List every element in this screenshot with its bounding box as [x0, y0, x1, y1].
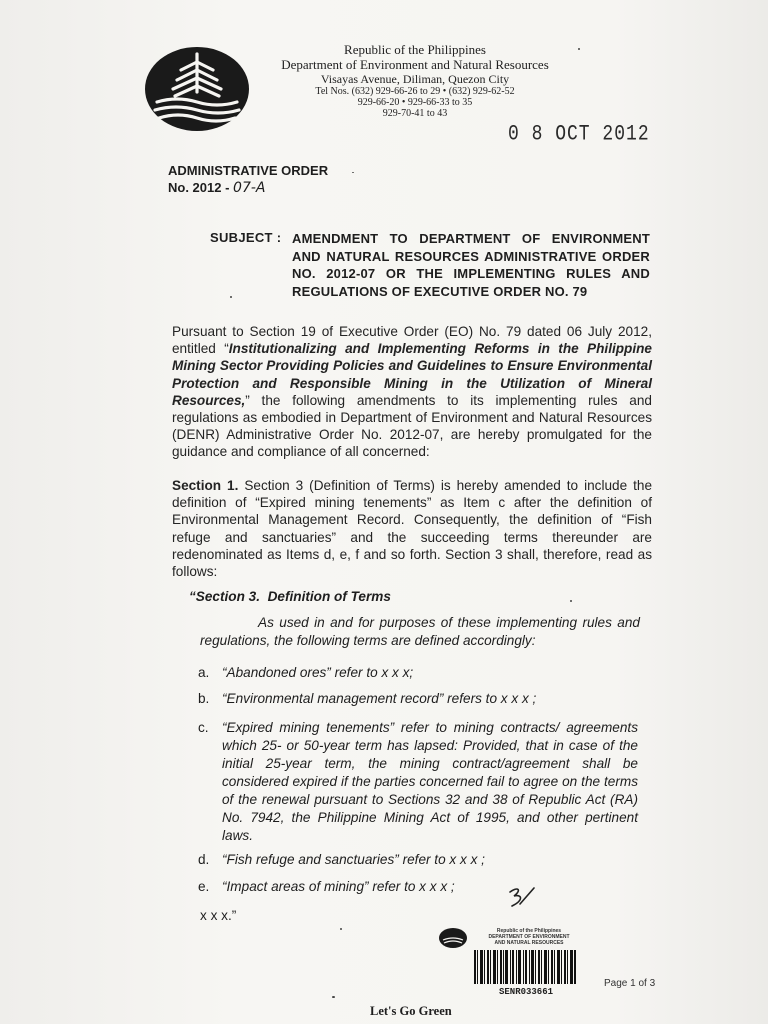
list-item-text: “Impact areas of mining” refer to x x x ; [222, 879, 455, 894]
list-item-letter: e. [198, 879, 210, 894]
paragraph-section-1 [172, 477, 652, 580]
section-1-heading: Section 1. [172, 478, 239, 493]
section-3-title: Definition of Terms [267, 589, 391, 604]
order-header [168, 162, 328, 197]
list-item [198, 851, 638, 869]
page-number: Page 1 of 3 [604, 978, 656, 989]
order-title: ADMINISTRATIVE ORDER [168, 163, 329, 178]
letterhead-tel-1: Tel Nos. (632) 929-66-26 to 29 • (632) 929-62-52 [315, 86, 515, 97]
letterhead-republic: Republic of the Philippines [344, 42, 486, 57]
order-number-handwritten: 07-A [233, 180, 266, 196]
barcode-number: SENR033661 [499, 987, 554, 997]
stamp-line-3: AND NATURAL RESOURCES [494, 940, 564, 946]
scan-speck [570, 600, 572, 602]
scan-speck [578, 48, 580, 50]
list-item-letter: b. [198, 691, 210, 706]
scan-speck [230, 296, 232, 298]
footer-slogan: Let's Go Green [370, 1004, 452, 1018]
list-item [198, 664, 638, 682]
list-item-letter: d. [198, 852, 210, 867]
list-item-text: “Environmental management record” refers to x x x ; [222, 691, 537, 706]
denr-logo-icon [143, 46, 251, 132]
list-item [198, 690, 638, 708]
order-number [168, 179, 328, 197]
scan-speck [340, 928, 342, 930]
section-3-heading [189, 589, 391, 604]
list-item-text: “Abandoned ores” refer to x x x; [222, 665, 414, 680]
stamp-line-1: Republic of the Philippines [496, 928, 562, 934]
eo-title: Institutionalizing and Implementing Reforms in the Philippine Mining Sector Providing Policies and Guidelines to Ensure Environmental Protection and Responsible Mining in the Utilization of Mineral Resources, [172, 341, 652, 408]
denr-stamp-logo-icon [438, 927, 468, 949]
scan-speck [332, 996, 335, 998]
letterhead-tel-2: 929-66-20 • 929-66-33 to 35 [357, 97, 473, 108]
letterhead [255, 42, 575, 119]
section-1-text: Section 3 (Definition of Terms) is hereby amended to include the definition of “Expired mining tenements” as Item c after the definition of Environmental Management Record. Consequently, the definition of “Fish refuge and sanctuaries” and the succeeding terms thereunder are redenominated as Items d, e, f and so forth. Section 3 shall, therefore, read as follows: [172, 478, 652, 580]
subject-text: AMENDMENT TO DEPARTMENT OF ENVIRONMENT AND NATURAL RESOURCES ADMINISTRATIVE ORDER NO. 2012-07 OR THE IMPLEMENTING RULES AND REGULATIONS OF EXECUTIVE ORDER NO. 79 [292, 231, 650, 299]
letterhead-department: Department of Environment and Natural Resources [281, 57, 549, 72]
list-item-text: “Expired mining tenements” refer to mining contracts/ agreements which 25- or 50-year term has lapsed: Provided, that in case of the initial 25-year term, the mining contract/agreement shall be considered expired if the parties concerned fail to agree on the terms of the renewal pursuant to Sections 32 and 38 of Republic Act (RA) No. 7942, the Philippine Mining Act of 1995, and other pertinent laws. [222, 720, 638, 843]
list-item-letter: a. [198, 665, 210, 680]
section-3-number: “Section 3. [189, 589, 261, 604]
order-number-prefix: No. 2012 - [168, 180, 234, 195]
preamble-tail: ” the following amendments to its implementing rules and regulations as embodied in Department of Environment and Natural Resources (DENR) Administrative Order No. 2012-07, are hereby promulgated for the guidance and compliance of all concerned: [172, 392, 652, 460]
section-3-closing: x x x.” [200, 908, 237, 923]
initials-signature-icon [500, 880, 540, 920]
list-item [198, 719, 638, 845]
list-item [198, 878, 638, 896]
date-stamp: 0 8 OCT 2012 [508, 122, 650, 147]
stamp-line-2: DEPARTMENT OF ENVIRONMENT [488, 934, 570, 940]
scan-speck [352, 172, 354, 173]
list-item-text: “Fish refuge and sanctuaries” refer to x x x ; [222, 852, 485, 867]
list-item-letter: c. [198, 720, 209, 735]
preamble-lead: Pursuant to Section 19 of Executive Order (EO) No. 79 dated 06 July 2012, entitled “ [172, 324, 652, 357]
stamp-text [474, 928, 584, 946]
subject-label: SUBJECT : [210, 230, 282, 245]
letterhead-tel-3: 929-70-41 to 43 [382, 108, 448, 119]
letterhead-address: Visayas Avenue, Diliman, Quezon City [320, 72, 510, 86]
section-3-intro: As used in and for purposes of these implementing rules and regulations, the following terms are defined accordingly: [200, 615, 640, 648]
barcode-icon [474, 950, 576, 984]
paragraph-preamble [172, 323, 652, 461]
